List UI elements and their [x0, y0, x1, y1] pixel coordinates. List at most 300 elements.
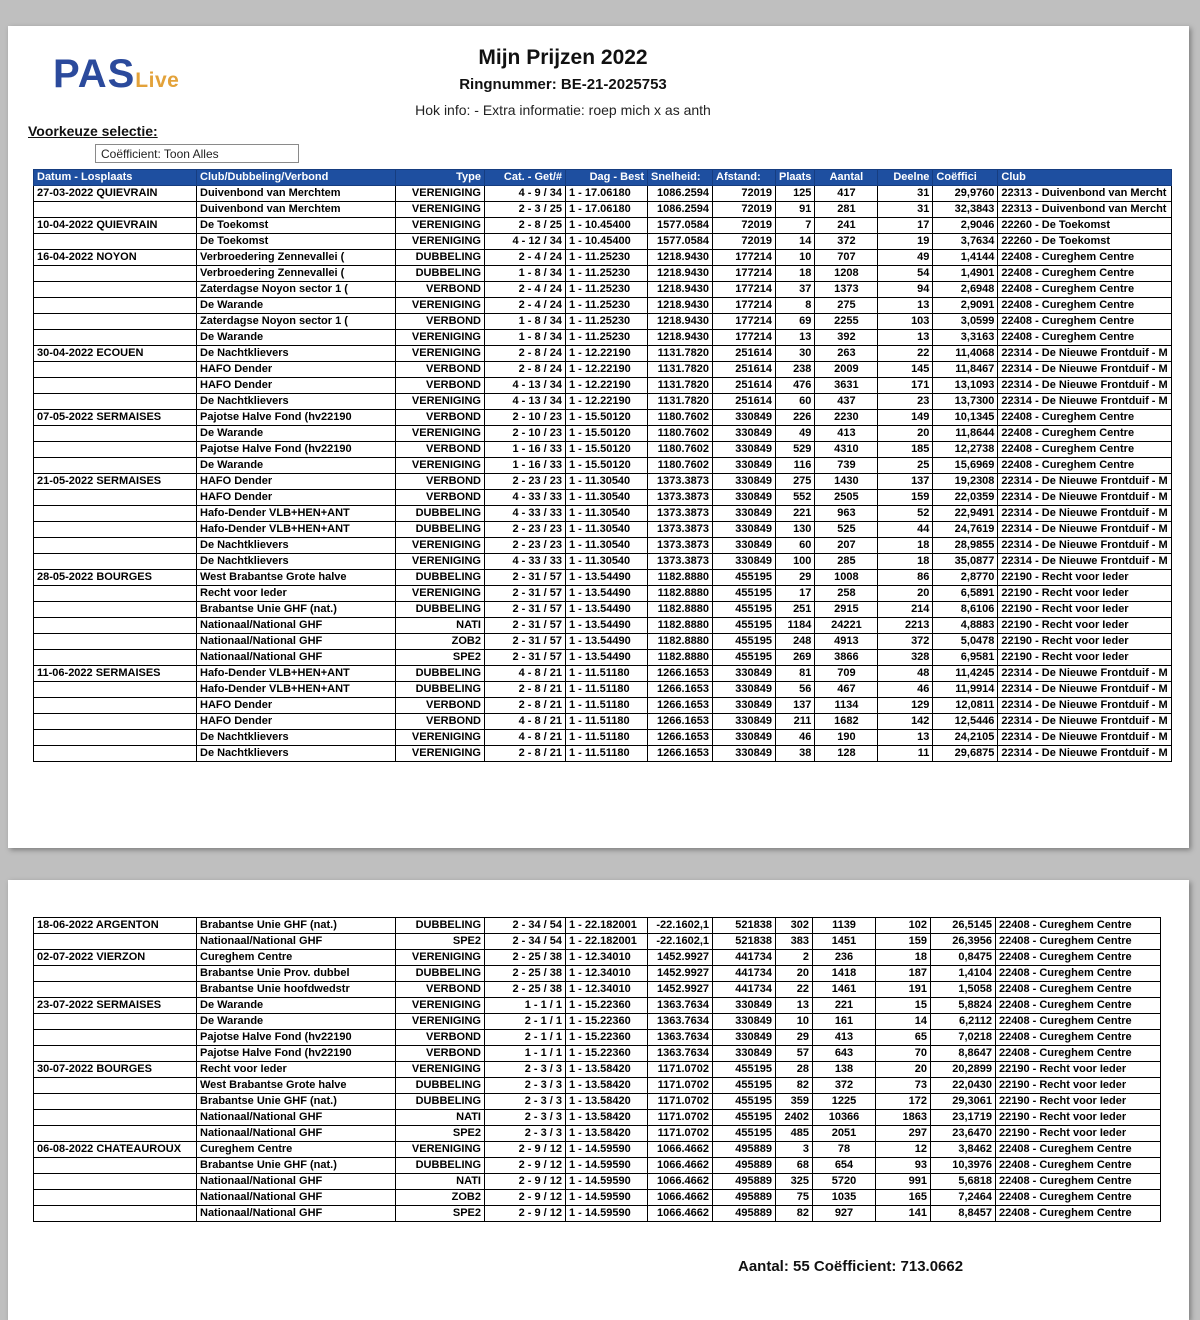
table-row — [34, 314, 1172, 330]
cell-deelne: 22 — [878, 346, 933, 362]
cell-deelne: 145 — [878, 362, 933, 378]
table-row — [34, 1190, 1161, 1206]
cell-club: De Nachtklievers — [197, 394, 396, 410]
voorkeuze-label: Voorkeuze selectie: — [28, 123, 158, 139]
cell-club: Zaterdagse Noyon sector 1 ( — [197, 282, 396, 298]
cell-club: Brabantse Unie GHF (nat.) — [197, 1158, 396, 1174]
cell-coeff: 11,9914 — [933, 682, 998, 698]
cell-cat: 1 - 16 / 33 — [485, 458, 566, 474]
cell-datum — [34, 1190, 197, 1206]
cell-type: VERENIGING — [396, 330, 485, 346]
table-row — [34, 570, 1172, 586]
cell-deelne: 103 — [878, 314, 933, 330]
table-row — [34, 950, 1161, 966]
cell-plaats: 248 — [776, 634, 815, 650]
cell-aantal: 4310 — [815, 442, 878, 458]
cell-snelheid: 1577.0584 — [648, 234, 713, 250]
cell-clubnaam: 22408 - Cureghem Centre — [998, 250, 1171, 266]
logo-pas-text: PAS — [53, 52, 136, 96]
cell-type: SPE2 — [396, 934, 485, 950]
table-row — [34, 714, 1172, 730]
cell-deelne: 171 — [878, 378, 933, 394]
cell-type: VERENIGING — [396, 730, 485, 746]
cell-type: ZOB2 — [396, 634, 485, 650]
cell-aantal: 24221 — [815, 618, 878, 634]
col-header-cat: Cat. - Get/# — [485, 170, 566, 186]
cell-deelne: 137 — [878, 474, 933, 490]
cell-cat: 2 - 3 / 3 — [485, 1110, 566, 1126]
cell-datum: 21-05-2022 SERMAISES — [34, 474, 197, 490]
cell-aantal: 372 — [813, 1078, 876, 1094]
cell-cat: 1 - 8 / 34 — [485, 330, 566, 346]
cell-cat: 4 - 33 / 33 — [485, 490, 566, 506]
cell-afstand: 330849 — [713, 698, 776, 714]
cell-datum — [34, 618, 197, 634]
cell-snelheid: 1066.4662 — [648, 1206, 713, 1222]
cell-cat: 2 - 31 / 57 — [485, 634, 566, 650]
cell-aantal: 161 — [813, 1014, 876, 1030]
cell-type: DUBBELING — [396, 602, 485, 618]
cell-dag: 1 - 12.34010 — [566, 982, 648, 998]
cell-clubnaam: 22408 - Cureghem Centre — [996, 950, 1161, 966]
cell-aantal: 2051 — [813, 1126, 876, 1142]
cell-datum — [34, 458, 197, 474]
cell-deelne: 991 — [876, 1174, 931, 1190]
cell-dag: 1 - 13.58420 — [566, 1078, 648, 1094]
cell-deelne: 48 — [878, 666, 933, 682]
cell-coeff: 28,9855 — [933, 538, 998, 554]
cell-afstand: 330849 — [713, 554, 776, 570]
cell-type: DUBBELING — [396, 250, 485, 266]
cell-coeff: 6,2112 — [931, 1014, 996, 1030]
cell-snelheid: 1171.0702 — [648, 1094, 713, 1110]
cell-dag: 1 - 13.58420 — [566, 1126, 648, 1142]
cell-afstand: 521838 — [713, 918, 776, 934]
cell-dag: 1 - 11.30540 — [566, 538, 648, 554]
cell-club: Brabantse Unie GHF (nat.) — [197, 918, 396, 934]
cell-cat: 1 - 8 / 34 — [485, 266, 566, 282]
cell-deelne: 49 — [878, 250, 933, 266]
cell-cat: 2 - 10 / 23 — [485, 426, 566, 442]
cell-afstand: 455195 — [713, 586, 776, 602]
cell-datum: 18-06-2022 ARGENTON — [34, 918, 197, 934]
cell-deelne: 86 — [878, 570, 933, 586]
cell-cat: 2 - 31 / 57 — [485, 650, 566, 666]
cell-dag: 1 - 13.54490 — [566, 586, 648, 602]
cell-type: VERBOND — [396, 282, 485, 298]
cell-snelheid: 1218.9430 — [648, 266, 713, 282]
cell-deelne: 31 — [878, 186, 933, 202]
cell-afstand: 251614 — [713, 362, 776, 378]
cell-club: De Warande — [197, 298, 396, 314]
cell-dag: 1 - 14.59590 — [566, 1206, 648, 1222]
cell-type: VERBOND — [396, 982, 485, 998]
cell-clubnaam: 22314 - De Nieuwe Frontduif - M — [998, 730, 1171, 746]
cell-snelheid: 1363.7634 — [648, 1030, 713, 1046]
cell-type: VERBOND — [396, 698, 485, 714]
cell-datum — [34, 442, 197, 458]
cell-datum — [34, 1030, 197, 1046]
cell-aantal: 207 — [815, 538, 878, 554]
cell-plaats: 82 — [776, 1206, 813, 1222]
cell-clubnaam: 22408 - Cureghem Centre — [996, 1158, 1161, 1174]
cell-afstand: 251614 — [713, 346, 776, 362]
cell-coeff: 3,3163 — [933, 330, 998, 346]
cell-coeff: 2,9046 — [933, 218, 998, 234]
cell-aantal: 2915 — [815, 602, 878, 618]
cell-cat: 2 - 3 / 3 — [485, 1078, 566, 1094]
cell-type: SPE2 — [396, 1206, 485, 1222]
cell-aantal: 1451 — [813, 934, 876, 950]
results-table-page2 — [33, 917, 1161, 1222]
cell-datum: 02-07-2022 VIERZON — [34, 950, 197, 966]
cell-afstand: 330849 — [713, 714, 776, 730]
cell-aantal: 1225 — [813, 1094, 876, 1110]
cell-type: VERBOND — [396, 1046, 485, 1062]
cell-coeff: 8,8457 — [931, 1206, 996, 1222]
cell-dag: 1 - 13.58420 — [566, 1062, 648, 1078]
cell-plaats: 7 — [776, 218, 815, 234]
cell-coeff: 22,0359 — [933, 490, 998, 506]
table-row — [34, 634, 1172, 650]
cell-coeff: 11,8467 — [933, 362, 998, 378]
cell-dag: 1 - 14.59590 — [566, 1174, 648, 1190]
cell-plaats: 226 — [776, 410, 815, 426]
cell-aantal: 138 — [813, 1062, 876, 1078]
cell-deelne: 44 — [878, 522, 933, 538]
cell-cat: 2 - 1 / 1 — [485, 1030, 566, 1046]
cell-plaats: 68 — [776, 1158, 813, 1174]
cell-club: De Nachtklievers — [197, 538, 396, 554]
report-page-1 — [8, 26, 1189, 848]
cell-snelheid: 1180.7602 — [648, 442, 713, 458]
table-row — [34, 538, 1172, 554]
cell-cat: 1 - 8 / 34 — [485, 314, 566, 330]
cell-datum — [34, 934, 197, 950]
cell-coeff: 24,2105 — [933, 730, 998, 746]
cell-aantal: 10366 — [813, 1110, 876, 1126]
cell-club: De Toekomst — [197, 218, 396, 234]
cell-plaats: 485 — [776, 1126, 813, 1142]
table-row — [34, 746, 1172, 762]
cell-dag: 1 - 11.51180 — [566, 714, 648, 730]
cell-aantal: 709 — [815, 666, 878, 682]
cell-type: ZOB2 — [396, 1190, 485, 1206]
cell-clubnaam: 22408 - Cureghem Centre — [996, 966, 1161, 982]
cell-afstand: 251614 — [713, 378, 776, 394]
cell-aantal: 739 — [815, 458, 878, 474]
cell-club: Brabantse Unie GHF (nat.) — [197, 602, 396, 618]
cell-plaats: 476 — [776, 378, 815, 394]
cell-afstand: 455195 — [713, 1078, 776, 1094]
cell-snelheid: 1171.0702 — [648, 1110, 713, 1126]
cell-clubnaam: 22314 - De Nieuwe Frontduif - M — [998, 378, 1171, 394]
cell-cat: 2 - 8 / 25 — [485, 218, 566, 234]
cell-deelne: 159 — [878, 490, 933, 506]
cell-plaats: 269 — [776, 650, 815, 666]
cell-cat: 4 - 8 / 21 — [485, 730, 566, 746]
cell-dag: 1 - 11.51180 — [566, 666, 648, 682]
cell-cat: 2 - 9 / 12 — [485, 1206, 566, 1222]
cell-datum — [34, 426, 197, 442]
cell-coeff: 23,1719 — [931, 1110, 996, 1126]
cell-datum — [34, 330, 197, 346]
cell-coeff: 1,4901 — [933, 266, 998, 282]
cell-clubnaam: 22408 - Cureghem Centre — [998, 266, 1171, 282]
cell-afstand: 177214 — [713, 282, 776, 298]
cell-clubnaam: 22190 - Recht voor Ieder — [996, 1126, 1161, 1142]
cell-afstand: 177214 — [713, 298, 776, 314]
cell-type: DUBBELING — [396, 1078, 485, 1094]
cell-club: De Warande — [197, 1014, 396, 1030]
cell-snelheid: 1373.3873 — [648, 490, 713, 506]
table-row — [34, 522, 1172, 538]
cell-coeff: 20,2899 — [931, 1062, 996, 1078]
cell-snelheid: 1180.7602 — [648, 426, 713, 442]
table-row — [34, 934, 1161, 950]
cell-clubnaam: 22314 - De Nieuwe Frontduif - M — [998, 666, 1171, 682]
totals-summary: Aantal: 55 Coëfficient: 713.0662 — [738, 1258, 964, 1275]
cell-coeff: 26,3956 — [931, 934, 996, 950]
cell-cat: 4 - 9 / 34 — [485, 186, 566, 202]
cell-clubnaam: 22190 - Recht voor Ieder — [998, 634, 1171, 650]
cell-clubnaam: 22314 - De Nieuwe Frontduif - M — [998, 538, 1171, 554]
col-header-club: Club/Dubbeling/Verbond — [197, 170, 396, 186]
cell-afstand: 455195 — [713, 570, 776, 586]
cell-afstand: 455195 — [713, 650, 776, 666]
cell-snelheid: 1086.2594 — [648, 186, 713, 202]
cell-snelheid: 1373.3873 — [648, 474, 713, 490]
cell-dag: 1 - 11.30540 — [566, 522, 648, 538]
cell-type: DUBBELING — [396, 570, 485, 586]
cell-type: DUBBELING — [396, 966, 485, 982]
cell-cat: 2 - 8 / 21 — [485, 682, 566, 698]
cell-dag: 1 - 15.50120 — [566, 442, 648, 458]
cell-plaats: 57 — [776, 1046, 813, 1062]
cell-snelheid: 1363.7634 — [648, 1046, 713, 1062]
table-row — [34, 250, 1172, 266]
cell-club: West Brabantse Grote halve — [197, 1078, 396, 1094]
cell-clubnaam: 22408 - Cureghem Centre — [996, 1014, 1161, 1030]
cell-datum: 10-04-2022 QUIEVRAIN — [34, 218, 197, 234]
cell-cat: 2 - 4 / 24 — [485, 282, 566, 298]
cell-dag: 1 - 13.54490 — [566, 650, 648, 666]
cell-clubnaam: 22190 - Recht voor Ieder — [996, 1078, 1161, 1094]
cell-dag: 1 - 15.50120 — [566, 410, 648, 426]
cell-plaats: 17 — [776, 586, 815, 602]
cell-clubnaam: 22314 - De Nieuwe Frontduif - M — [998, 682, 1171, 698]
cell-clubnaam: 22314 - De Nieuwe Frontduif - M — [998, 346, 1171, 362]
cell-dag: 1 - 15.50120 — [566, 426, 648, 442]
cell-aantal: 1134 — [815, 698, 878, 714]
table-row — [34, 1062, 1161, 1078]
cell-dag: 1 - 15.22360 — [566, 1030, 648, 1046]
cell-deelne: 14 — [876, 1014, 931, 1030]
table-row — [34, 650, 1172, 666]
cell-afstand: 72019 — [713, 186, 776, 202]
cell-plaats: 29 — [776, 1030, 813, 1046]
cell-coeff: 11,4245 — [933, 666, 998, 682]
cell-datum: 28-05-2022 BOURGES — [34, 570, 197, 586]
cell-snelheid: 1171.0702 — [648, 1126, 713, 1142]
cell-plaats: 359 — [776, 1094, 813, 1110]
cell-coeff: 15,6969 — [933, 458, 998, 474]
cell-afstand: 455195 — [713, 1126, 776, 1142]
cell-afstand: 441734 — [713, 982, 776, 998]
cell-aantal: 275 — [815, 298, 878, 314]
table-row — [34, 618, 1172, 634]
cell-coeff: 2,6948 — [933, 282, 998, 298]
cell-deelne: 15 — [876, 998, 931, 1014]
cell-datum — [34, 394, 197, 410]
cell-snelheid: 1180.7602 — [648, 410, 713, 426]
cell-type: DUBBELING — [396, 522, 485, 538]
table-row — [34, 490, 1172, 506]
table-row — [34, 442, 1172, 458]
cell-coeff: 8,8647 — [931, 1046, 996, 1062]
cell-plaats: 251 — [776, 602, 815, 618]
cell-aantal: 417 — [815, 186, 878, 202]
col-header-aantal: Aantal — [815, 170, 878, 186]
cell-deelne: 20 — [878, 426, 933, 442]
cell-datum: 30-07-2022 BOURGES — [34, 1062, 197, 1078]
cell-club: Verbroedering Zennevallei ( — [197, 250, 396, 266]
cell-cat: 2 - 9 / 12 — [485, 1190, 566, 1206]
cell-aantal: 413 — [813, 1030, 876, 1046]
cell-snelheid: 1373.3873 — [648, 506, 713, 522]
table-row — [34, 506, 1172, 522]
cell-aantal: 5720 — [813, 1174, 876, 1190]
coefficient-filter-input[interactable] — [95, 144, 299, 163]
table-row — [34, 378, 1172, 394]
cell-cat: 2 - 8 / 21 — [485, 698, 566, 714]
cell-datum — [34, 522, 197, 538]
cell-afstand: 330849 — [713, 522, 776, 538]
cell-afstand: 330849 — [713, 998, 776, 1014]
cell-snelheid: 1266.1653 — [648, 698, 713, 714]
cell-datum — [34, 714, 197, 730]
cell-datum: 11-06-2022 SERMAISES — [34, 666, 197, 682]
cell-plaats: 2 — [776, 950, 813, 966]
cell-snelheid: 1131.7820 — [648, 378, 713, 394]
cell-dag: 1 - 15.22360 — [566, 998, 648, 1014]
cell-coeff: 26,5145 — [931, 918, 996, 934]
table-row — [34, 426, 1172, 442]
cell-coeff: 8,6106 — [933, 602, 998, 618]
table-row — [34, 1174, 1161, 1190]
cell-plaats: 125 — [776, 186, 815, 202]
cell-aantal: 2255 — [815, 314, 878, 330]
cell-afstand: 455195 — [713, 602, 776, 618]
cell-coeff: 1,4144 — [933, 250, 998, 266]
cell-afstand: 72019 — [713, 202, 776, 218]
cell-afstand: 330849 — [713, 474, 776, 490]
table-row — [34, 394, 1172, 410]
cell-club: Recht voor Ieder — [197, 586, 396, 602]
cell-type: VERBOND — [396, 362, 485, 378]
cell-deelne: 18 — [878, 538, 933, 554]
cell-club: Recht voor Ieder — [197, 1062, 396, 1078]
cell-dag: 1 - 11.25230 — [566, 330, 648, 346]
cell-deelne: 70 — [876, 1046, 931, 1062]
cell-plaats: 81 — [776, 666, 815, 682]
cell-datum — [34, 634, 197, 650]
cell-aantal: 78 — [813, 1142, 876, 1158]
cell-deelne: 129 — [878, 698, 933, 714]
cell-clubnaam: 22314 - De Nieuwe Frontduif - M — [998, 506, 1171, 522]
cell-plaats: 100 — [776, 554, 815, 570]
cell-club: Zaterdagse Noyon sector 1 ( — [197, 314, 396, 330]
cell-snelheid: 1373.3873 — [648, 538, 713, 554]
cell-club: De Toekomst — [197, 234, 396, 250]
cell-dag: 1 - 14.59590 — [566, 1190, 648, 1206]
cell-cat: 2 - 3 / 3 — [485, 1062, 566, 1078]
cell-type: VERENIGING — [396, 538, 485, 554]
cell-clubnaam: 22314 - De Nieuwe Frontduif - M — [998, 490, 1171, 506]
cell-datum — [34, 682, 197, 698]
cell-plaats: 275 — [776, 474, 815, 490]
cell-aantal: 437 — [815, 394, 878, 410]
cell-coeff: 22,0430 — [931, 1078, 996, 1094]
cell-snelheid: 1363.7634 — [648, 998, 713, 1014]
cell-clubnaam: 22408 - Cureghem Centre — [996, 1142, 1161, 1158]
cell-club: Nationaal/National GHF — [197, 1174, 396, 1190]
cell-clubnaam: 22313 - Duivenbond van Mercht — [998, 202, 1171, 218]
cell-datum — [34, 1174, 197, 1190]
cell-afstand: 177214 — [713, 330, 776, 346]
cell-cat: 2 - 25 / 38 — [485, 950, 566, 966]
cell-snelheid: 1086.2594 — [648, 202, 713, 218]
cell-plaats: 137 — [776, 698, 815, 714]
cell-deelne: 191 — [876, 982, 931, 998]
cell-datum: 06-08-2022 CHATEAUROUX — [34, 1142, 197, 1158]
cell-aantal: 190 — [815, 730, 878, 746]
table-row — [34, 998, 1161, 1014]
table-row — [34, 918, 1161, 934]
cell-clubnaam: 22408 - Cureghem Centre — [998, 426, 1171, 442]
cell-club: Nationaal/National GHF — [197, 618, 396, 634]
cell-datum — [34, 266, 197, 282]
cell-datum — [34, 730, 197, 746]
cell-plaats: 13 — [776, 330, 815, 346]
cell-coeff: 1,4104 — [931, 966, 996, 982]
cell-coeff: 10,1345 — [933, 410, 998, 426]
cell-plaats: 10 — [776, 1014, 813, 1030]
cell-snelheid: 1266.1653 — [648, 730, 713, 746]
cell-datum: 16-04-2022 NOYON — [34, 250, 197, 266]
cell-afstand: 72019 — [713, 218, 776, 234]
cell-datum — [34, 282, 197, 298]
cell-clubnaam: 22190 - Recht voor Ieder — [998, 586, 1171, 602]
cell-coeff: 35,0877 — [933, 554, 998, 570]
cell-cat: 2 - 8 / 24 — [485, 362, 566, 378]
cell-plaats: 238 — [776, 362, 815, 378]
cell-aantal: 2230 — [815, 410, 878, 426]
cell-club: Hafo-Dender VLB+HEN+ANT — [197, 522, 396, 538]
cell-afstand: 455195 — [713, 1062, 776, 1078]
cell-aantal: 258 — [815, 586, 878, 602]
cell-afstand: 455195 — [713, 1110, 776, 1126]
cell-clubnaam: 22314 - De Nieuwe Frontduif - M — [998, 554, 1171, 570]
col-header-afstand: Afstand: — [713, 170, 776, 186]
cell-coeff: 6,5891 — [933, 586, 998, 602]
cell-coeff: 24,7619 — [933, 522, 998, 538]
cell-snelheid: -22.1602,1 — [648, 934, 713, 950]
cell-snelheid: 1066.4662 — [648, 1174, 713, 1190]
cell-coeff: 11,4068 — [933, 346, 998, 362]
cell-afstand: 330849 — [713, 426, 776, 442]
cell-dag: 1 - 13.54490 — [566, 634, 648, 650]
